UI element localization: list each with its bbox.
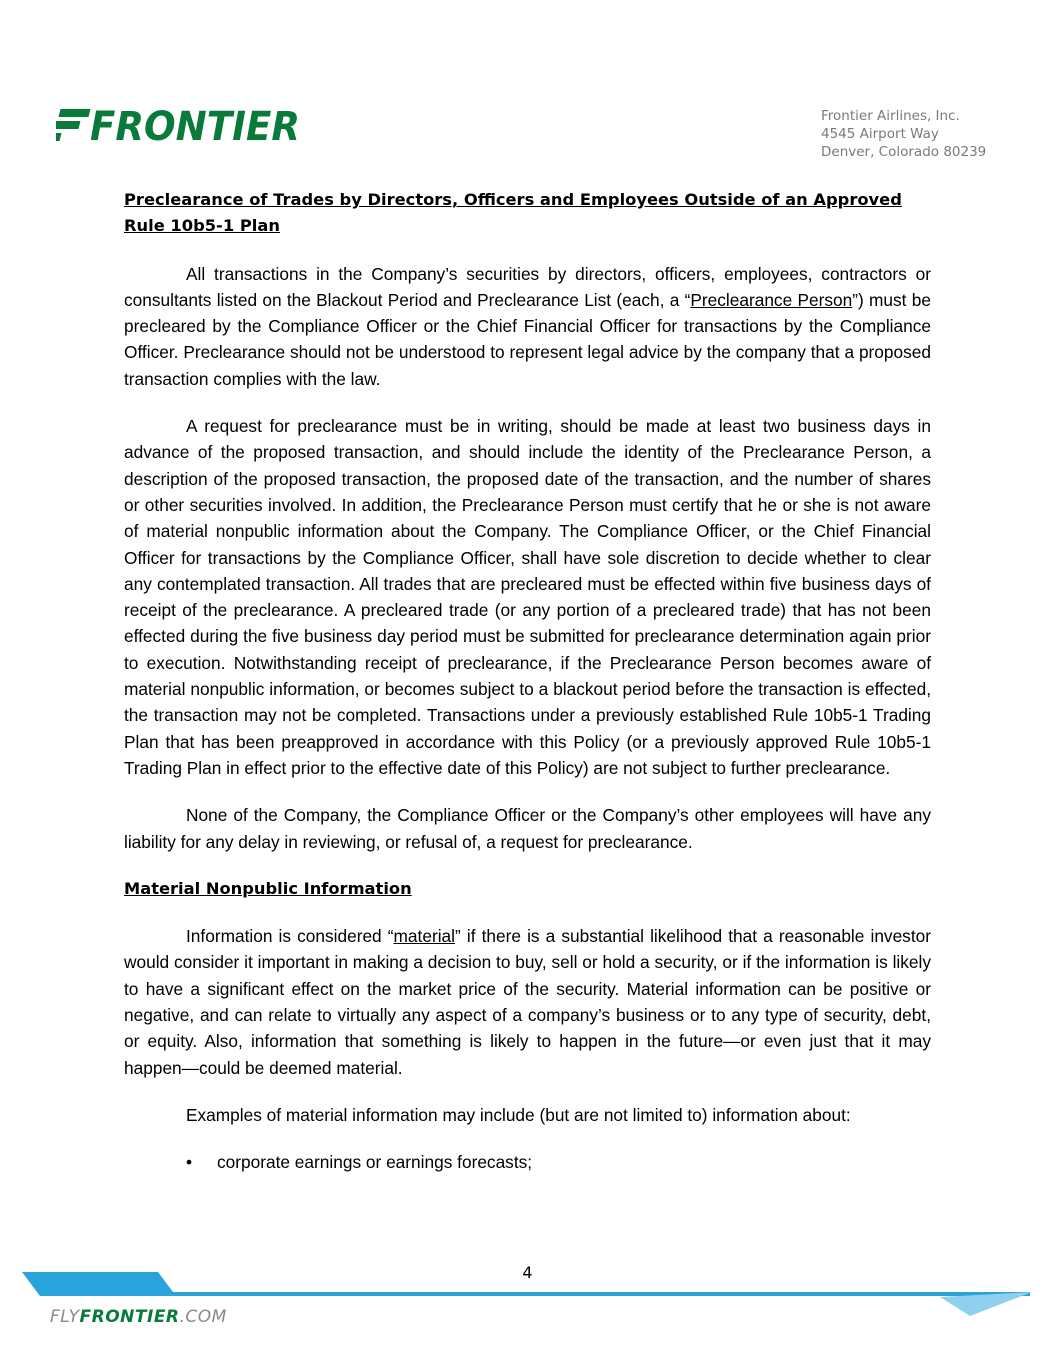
- address-line: Frontier Airlines, Inc.: [821, 108, 960, 124]
- footer-website-prefix: FLY: [50, 1307, 80, 1327]
- frontier-logo-text: FRONTIER: [90, 107, 300, 143]
- paragraph-text: All transactions in the Company’s securities by directors, officers, employees, contractors or consultants listed on the Blackout Period and Preclearance List (each, a “: [124, 263, 931, 310]
- address-line: 4545 Airport Way: [821, 126, 939, 142]
- defined-term: Preclearance Person: [690, 289, 853, 310]
- paragraph: A request for preclearance must be in writing, should be made at least two business days in advance of the proposed transaction, and should include the identity of the Preclearance Person, a description of the proposed transaction, the proposed date of the transaction, and the number of shares or other securities involved. In addition, the Preclearance Person must certify that he or she is not aware of material nonpublic information about the Company. The Compliance Officer, or the Chief Financial Officer for transactions by the Compliance Officer, shall have sole discretion to decide whether to clear any contemplated transaction. All trades that are precleared must be effected within five business days of receipt of the preclearance. A precleared trade (or any portion of a precleared trade) that has not been effected during the five business day period must be submitted for preclearance determination again prior to execution. Notwithstanding receipt of preclearance, if the Preclearance Person becomes aware of material nonpublic information, or becomes subject to a blackout period before the transaction is effected, the transaction may not be completed. Transactions under a previously established Rule 10b5-1 Trading Plan that has been preapproved in accordance with this Policy (or a previously approved Rule 10b5-1 Trading Plan in effect prior to the effective date of this Policy) are not subject to further preclearance.: [124, 416, 931, 778]
- footer-swoosh-line: [120, 1292, 1030, 1296]
- footer-website-tld: .COM: [179, 1307, 227, 1327]
- list-item: [124, 1149, 931, 1175]
- section-heading-material-nonpublic-information: Material Nonpublic Information: [124, 878, 412, 898]
- paragraph: None of the Company, the Compliance Officer or the Company’s other employees will have any liability for any delay in reviewing, or refusal of, a request for preclearance.: [124, 805, 931, 852]
- defined-term: material: [393, 926, 455, 947]
- paragraph-text: ”) must be precleared by the Compliance Officer or the Chief Financial Officer for transactions by the Compliance Officer. Preclearance should not be understood to represent legal advice by the company that a proposed transaction complies with the law.: [124, 289, 931, 389]
- section-heading-preclearance: Preclearance of Trades by Directors, Officers and Employees Outside of an Approved Rule 10b5-1 Plan: [124, 190, 902, 236]
- paragraph: [124, 261, 931, 392]
- company-address: [821, 107, 986, 161]
- paragraph: Examples of material information may include (but are not limited to) information about:: [186, 1104, 851, 1125]
- paragraph: [124, 923, 931, 1081]
- footer-website-brand: FRONTIER: [79, 1307, 180, 1327]
- list-item-text: corporate earnings or earnings forecasts;: [217, 1152, 533, 1173]
- paragraph-text: ” if there is a substantial likelihood that a reasonable investor would consider it important in making a decision to buy, sell or hold a security, or if the information is likely to have a significant effect on the market price of the security. Material information can be positive or negative, and can relate to virtually any aspect of a company’s business or to any type of security, debt, or equity. Also, information that something is likely to happen in the future—or even just that it may happen—could be deemed material.: [124, 926, 931, 1078]
- page-number: 4: [522, 1263, 533, 1282]
- bullet-icon: •: [186, 1152, 193, 1173]
- address-line: Denver, Colorado 80239: [821, 144, 987, 160]
- paragraph-text: Information is considered “: [186, 926, 394, 947]
- document-body: [124, 187, 931, 1176]
- frontier-logo: [56, 107, 306, 143]
- bullet-list: [124, 1149, 931, 1175]
- frontier-logo-art: [56, 107, 306, 143]
- footer-website: [50, 1307, 227, 1327]
